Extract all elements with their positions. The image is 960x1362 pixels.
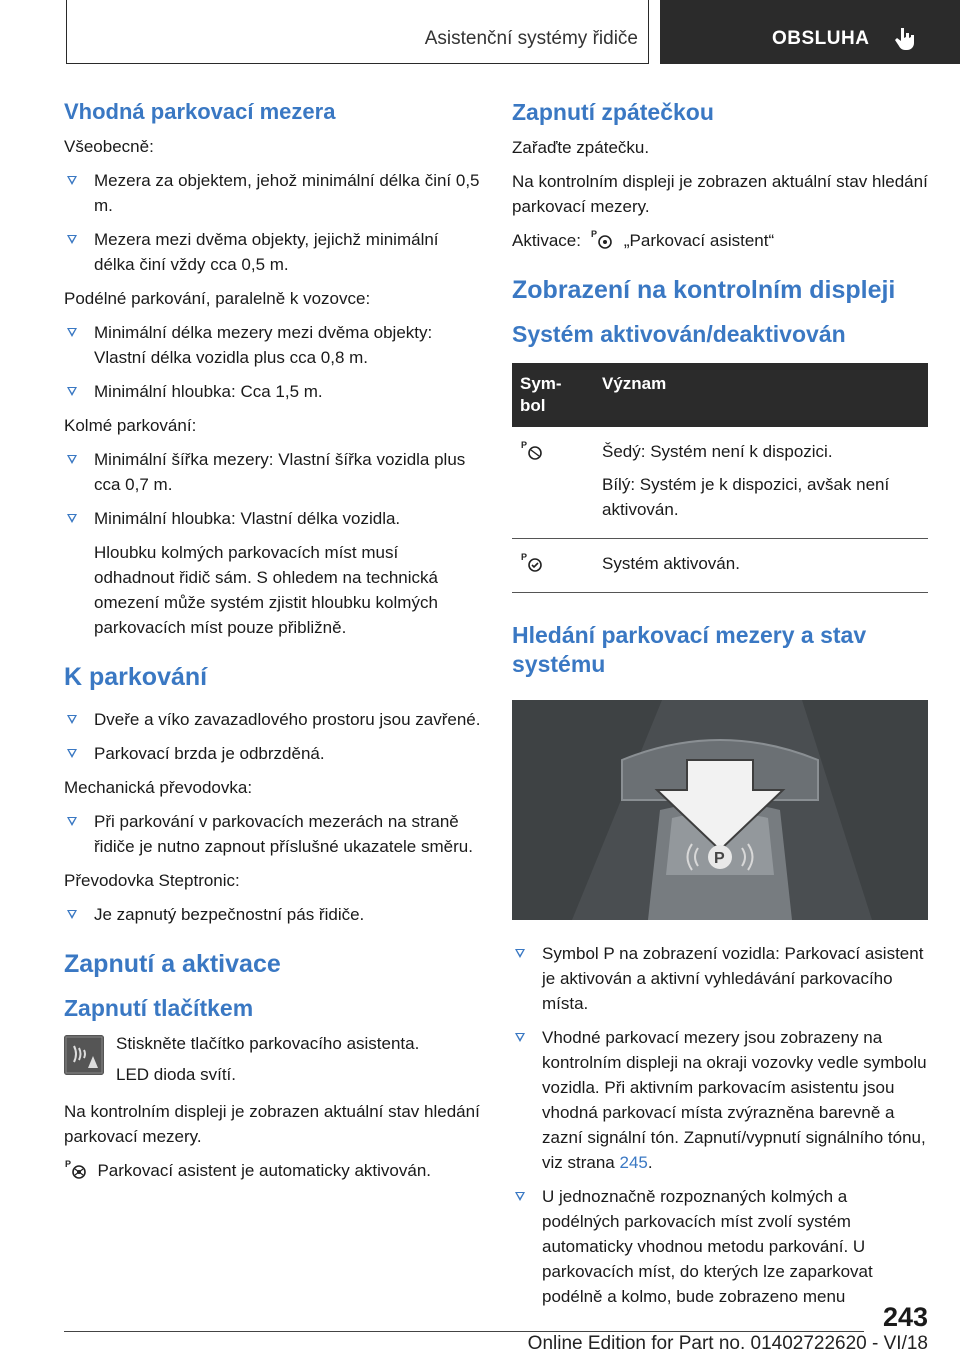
list-item-text: U jednoznačně rozpoznaných kolmých a podélných parkovacích míst zvolí systém automaticky vhodnou metodu parkování. U parkovacích míst, do kterých lze zaparkovat podélně a kolmo, bude zobrazeno menu (542, 1187, 873, 1307)
bullet-triangle-icon (67, 514, 77, 523)
list-item (64, 168, 482, 218)
list-item-text: Minimální šířka mezery: Vlastní šířka vozidla plus cca 0,7 m. (94, 449, 466, 494)
park-assist-symbol-icon (590, 228, 614, 250)
park-assist-symbol-icon (64, 1158, 88, 1180)
svg-text:P: P (521, 551, 528, 562)
list-item-text: Symbol P na zobrazení vozidla: Parkovací asistent je aktivován a aktivní vyhledávání parkovacího místa. (542, 944, 924, 1014)
bullet-triangle-icon (67, 910, 77, 919)
note-hloubka: Hloubku kolmých parkovacích míst musí odhadnout řidič sám. S ohledem na technická omezení může systém zjistit hloubku kolmých parkovacích míst pouze přibližně. (94, 542, 438, 637)
heading-system: Systém aktivován/deaktivován (512, 321, 846, 347)
list-item (64, 379, 482, 404)
heading-vhodna: Vhodná parkovací mezera (64, 99, 336, 124)
bullet-triangle-icon (515, 1192, 525, 1201)
text-zaradte: Zařaďte zpátečku. (512, 137, 650, 157)
parking-display-illustration (512, 700, 928, 920)
text-vseobecne: Všeobecně: (64, 136, 154, 156)
list-item-text: Při parkování v parkovacích mezerách na straně řidiče je nutno zapnout příslušné ukazatele směru. (94, 811, 473, 856)
list-item-text: Minimální hloubka: Vlastní délka vozidla. (94, 508, 401, 528)
symbol-table (512, 363, 928, 593)
left-column (64, 98, 482, 1192)
text-kontrolni-displej: Na kontrolním displeji je zobrazen aktuální stav hledání parkovací mezery. (64, 1101, 480, 1146)
list-item-text: Minimální délka mezery mezi dvěma objekty: Vlastní délka vozidla plus cca 0,8 m. (94, 322, 433, 367)
heading-zapnuti-aktivace: Zapnutí a aktivace (64, 949, 281, 978)
heading-k-parkovani: K parkování (64, 662, 208, 691)
bullet-triangle-icon (67, 235, 77, 244)
park-assist-inactive-icon (520, 439, 544, 461)
bullet-triangle-icon (67, 455, 77, 464)
text-mechanicka: Mechanická převodovka: (64, 777, 253, 797)
svg-text:P: P (714, 850, 725, 868)
list-item (64, 227, 482, 277)
chapter-tab[interactable] (660, 0, 960, 64)
table-header-vyznam: Význam (594, 363, 928, 427)
table-cell-vyznam (594, 538, 928, 592)
text-kontrolni-displej-2: Na kontrolním displeji je zobrazen aktuální stav hledání parkovací mezery. (512, 171, 928, 216)
list-item (64, 707, 482, 732)
table-text: Bílý: Systém je k dispozici, avšak není aktivován. (602, 474, 890, 519)
bullet-triangle-icon (515, 949, 525, 958)
park-assist-button-icon (64, 1035, 104, 1075)
header-divider-right (648, 0, 649, 64)
table-text: Systém aktivován. (602, 553, 740, 573)
aktivace-label: Aktivace: (512, 230, 581, 250)
heading-hledani: Hledání parkovací mezery a stav systému (512, 621, 867, 677)
right-column (512, 98, 928, 1318)
list-item-text: Vhodné parkovací mezery jsou zobrazeny na kontrolním displeji na okraji vozovky vedle symbolu vozidla. Při aktivním parkovacím asistentu jsou vhodná parkovací místa zvýrazněna barevně a zazní signální tón. Zapnutí/vypnutí signálního tónu, viz strana (542, 1028, 927, 1173)
list-item-text: Parkovací brzda je odbrzděná. (94, 743, 325, 763)
text-kolme: Kolmé parkování: (64, 415, 197, 435)
bullet-triangle-icon (67, 817, 77, 826)
table-cell-symbol (512, 427, 594, 539)
list-item-text: Mezera mezi dvěma objekty, jejichž minimální délka činí vždy cca 0,5 m. (94, 229, 439, 274)
bullet-triangle-icon (67, 749, 77, 758)
list-item (64, 320, 482, 370)
list-item (64, 902, 482, 927)
page-number: 243 (882, 1302, 928, 1332)
text-aktivace (512, 228, 928, 253)
bullet-triangle-icon (67, 176, 77, 185)
table-text: Šedý: Systém není k dispozici. (602, 441, 833, 461)
list-item (64, 809, 482, 859)
list-item (64, 506, 482, 531)
list-item (512, 1184, 928, 1309)
list-item (64, 741, 482, 766)
list-item-text: Je zapnutý bezpečnostní pás řidiče. (94, 904, 365, 924)
header-rule (66, 63, 649, 64)
page-link-245[interactable]: 245 (619, 1153, 648, 1173)
bullet-triangle-icon (67, 387, 77, 396)
heading-zapnuti-zpateckou: Zapnutí zpátečkou (512, 99, 714, 125)
text-led: LED dioda svítí. (116, 1064, 237, 1084)
bullet-triangle-icon (67, 328, 77, 337)
text-stisknete: Stiskněte tlačítko parkovacího asistenta. (116, 1033, 420, 1053)
footer-edition: Online Edition for Part no. 01402722620 - VI/18 (527, 1333, 928, 1354)
chapter-tab-label: OBSLUHA (772, 28, 870, 49)
button-instruction (64, 1031, 482, 1087)
text-steptronic: Převodovka Steptronic: (64, 870, 240, 890)
bullet-triangle-icon (515, 1033, 525, 1042)
list-item-text-end: . (647, 1153, 653, 1173)
svg-text:P: P (65, 1158, 72, 1169)
header-divider-left (66, 0, 67, 64)
table-header-symbol: Sym-bol (512, 363, 594, 427)
aktivace-value: „Parkovací asistent“ (623, 230, 775, 250)
park-assist-active-icon (520, 551, 544, 573)
footer-rule (64, 1331, 864, 1332)
svg-text:P: P (521, 439, 528, 450)
list-item-text: Minimální hloubka: Cca 1,5 m. (94, 381, 323, 401)
heading-zapnuti-tlacitkem: Zapnutí tlačítkem (64, 995, 254, 1021)
list-item (512, 941, 928, 1016)
table-cell-vyznam (594, 427, 928, 539)
table-row (512, 538, 928, 592)
list-item-text: Dveře a víko zavazadlového prostoru jsou zavřené. (94, 709, 481, 729)
text-auto-aktivovan-label: Parkovací asistent je automaticky aktivován. (97, 1160, 431, 1180)
hand-pointer-icon (892, 26, 918, 52)
list-item (512, 1025, 928, 1175)
text-auto-aktivovan (64, 1158, 482, 1183)
list-item-text: Mezera za objektem, jehož minimální délka činí 0,5 m. (94, 170, 480, 215)
bullet-triangle-icon (67, 715, 77, 724)
section-title: Asistenční systémy řidiče (424, 28, 638, 49)
svg-text:P: P (591, 228, 598, 239)
table-cell-symbol (512, 538, 594, 592)
table-row (512, 427, 928, 539)
heading-zobrazeni: Zobrazení na kontrolním displeji (512, 275, 896, 304)
text-podelne: Podélné parkování, paralelně k vozovce: (64, 288, 371, 308)
list-item (64, 447, 482, 497)
